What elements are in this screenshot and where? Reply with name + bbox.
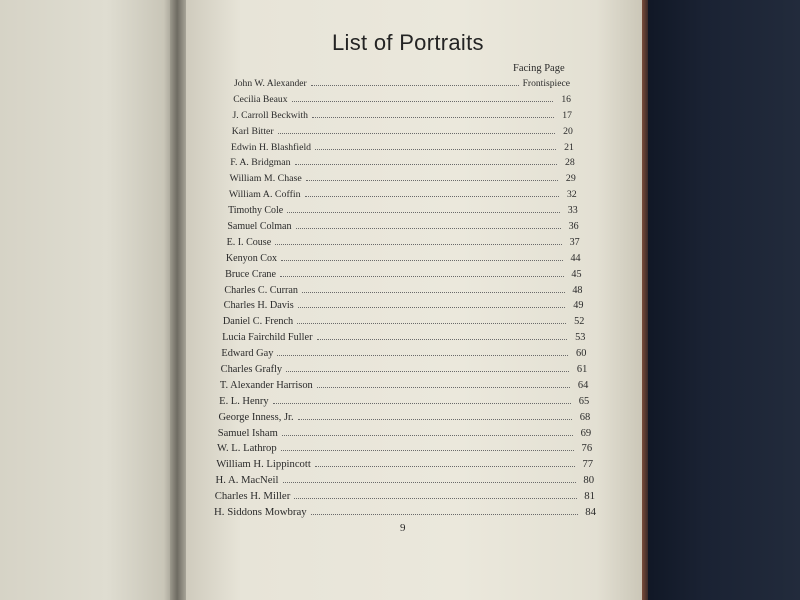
facing-page-number: Frontispiece [522,78,570,89]
dot-leader [315,456,575,467]
list-item [219,393,589,407]
dot-leader [277,345,568,356]
dot-leader [281,440,574,451]
portrait-name: Charles H. Miller [214,490,291,503]
facing-page-number: 69 [580,427,592,439]
list-item [225,266,581,280]
facing-page-number: 48 [572,284,583,296]
dot-leader [283,472,577,483]
portrait-name: William M. Chase [229,173,302,185]
facing-page-number: 17 [562,109,572,121]
facing-page-number: 77 [582,459,594,471]
dot-leader [305,186,559,197]
facing-page-number: 64 [577,379,589,391]
facing-page-number: 44 [570,252,581,264]
portrait-name: Timothy Cole [228,205,284,217]
dot-leader [281,250,563,261]
list-item [224,282,582,296]
dot-leader [315,139,556,150]
list-item [223,313,585,327]
list-item [233,91,571,105]
facing-page-number: 61 [576,364,588,375]
facing-page-number: 29 [565,173,576,185]
portrait-name: Cecilia Beaux [233,93,288,105]
portrait-name: George Inness, Jr. [218,411,294,423]
portrait-name: H. Siddons Mowbray [214,506,307,518]
portrait-name: Samuel Isham [217,427,278,439]
portrait-name: Charles Grafly [220,364,283,375]
portrait-name: William H. Lippincott [216,459,311,471]
portrait-name: Bruce Crane [225,268,276,280]
list-item [214,504,596,518]
list-item [234,75,570,89]
facing-page-number: 45 [571,268,582,280]
facing-page-number: 80 [583,474,595,487]
facing-page-number: 33 [567,205,578,217]
dot-leader [317,377,571,388]
dot-leader [278,123,555,134]
dot-leader [298,409,573,420]
list-item [220,377,588,391]
list-item [222,329,585,343]
dot-leader [275,234,561,245]
book-page [186,0,642,600]
facing-page-number: 20 [563,125,573,137]
dot-leader [273,393,572,404]
portrait-name: E. I. Couse [226,236,272,248]
portrait-name: Edward Gay [221,348,274,360]
list-item [215,472,594,486]
list-item [224,297,584,311]
list-item [226,250,581,264]
list-item [232,123,573,137]
dot-leader [317,329,568,340]
dot-leader [292,91,553,102]
list-item [215,488,595,502]
list-item [218,409,590,423]
dot-leader [312,107,554,118]
facing-page-number: 60 [576,348,587,360]
list-item [227,218,578,232]
portrait-name: William A. Coffin [228,189,301,201]
dot-leader [294,488,577,499]
dot-leader [296,218,561,229]
page-title: List of Portraits [332,30,484,55]
facing-page-number: 37 [569,236,580,248]
facing-page-number: 21 [564,141,574,153]
page-number: 9 [400,522,406,534]
dot-leader [286,361,569,372]
dot-leader [298,297,566,308]
list-item [229,186,577,200]
facing-page-number: 49 [573,300,584,312]
dot-leader [306,170,558,181]
facing-page-number: 84 [585,506,596,518]
facing-page-number: 65 [578,395,590,407]
facing-page-number: 28 [564,157,575,169]
dot-leader [282,425,573,436]
portrait-name: Charles H. Davis [223,300,294,312]
list-item [216,456,593,470]
portrait-name: Samuel Colman [227,221,292,232]
list-item [221,361,588,375]
list-item [233,107,572,121]
facing-page-number: 53 [575,332,586,344]
list-item [230,154,575,168]
portrait-name: Daniel C. French [222,316,294,328]
facing-page-number: 36 [568,221,579,232]
dot-leader [295,154,557,165]
facing-page-number: 32 [566,189,577,201]
portrait-name: T. Alexander Harrison [219,379,313,391]
list-item [230,170,576,184]
portrait-list [186,0,642,560]
dot-leader [297,313,566,324]
portrait-name: Kenyon Cox [225,252,278,264]
background-surface [640,0,800,600]
dot-leader [287,202,559,213]
facing-page-number: 52 [574,316,585,328]
portrait-name: John W. Alexander [234,78,307,89]
dot-leader [302,282,565,293]
facing-page-number: 68 [579,411,591,423]
portrait-name: Charles C. Curran [224,284,298,296]
column-heading: Facing Page [513,63,565,74]
dot-leader [311,75,519,86]
list-item [218,425,591,439]
list-item [221,345,586,359]
list-item [227,234,580,248]
portrait-name: E. L. Henry [219,395,269,407]
dot-leader [311,504,578,515]
left-facing-page [0,0,178,600]
facing-page-number: 76 [581,443,593,455]
portrait-name: F. A. Bridgman [230,157,291,169]
portrait-name: Karl Bitter [231,125,274,137]
list-item [231,139,574,153]
portrait-name: J. Carroll Beckwith [232,109,308,121]
portrait-name: H. A. MacNeil [215,474,279,487]
list-item [228,202,578,216]
portrait-name: W. L. Lathrop [216,443,277,455]
dot-leader [280,266,564,277]
list-item [217,440,592,454]
portrait-name: Edwin H. Blashfield [231,141,312,153]
facing-page-number: 81 [584,490,596,503]
facing-page-number: 16 [561,93,571,105]
portrait-name: Lucia Fairchild Fuller [222,332,313,344]
